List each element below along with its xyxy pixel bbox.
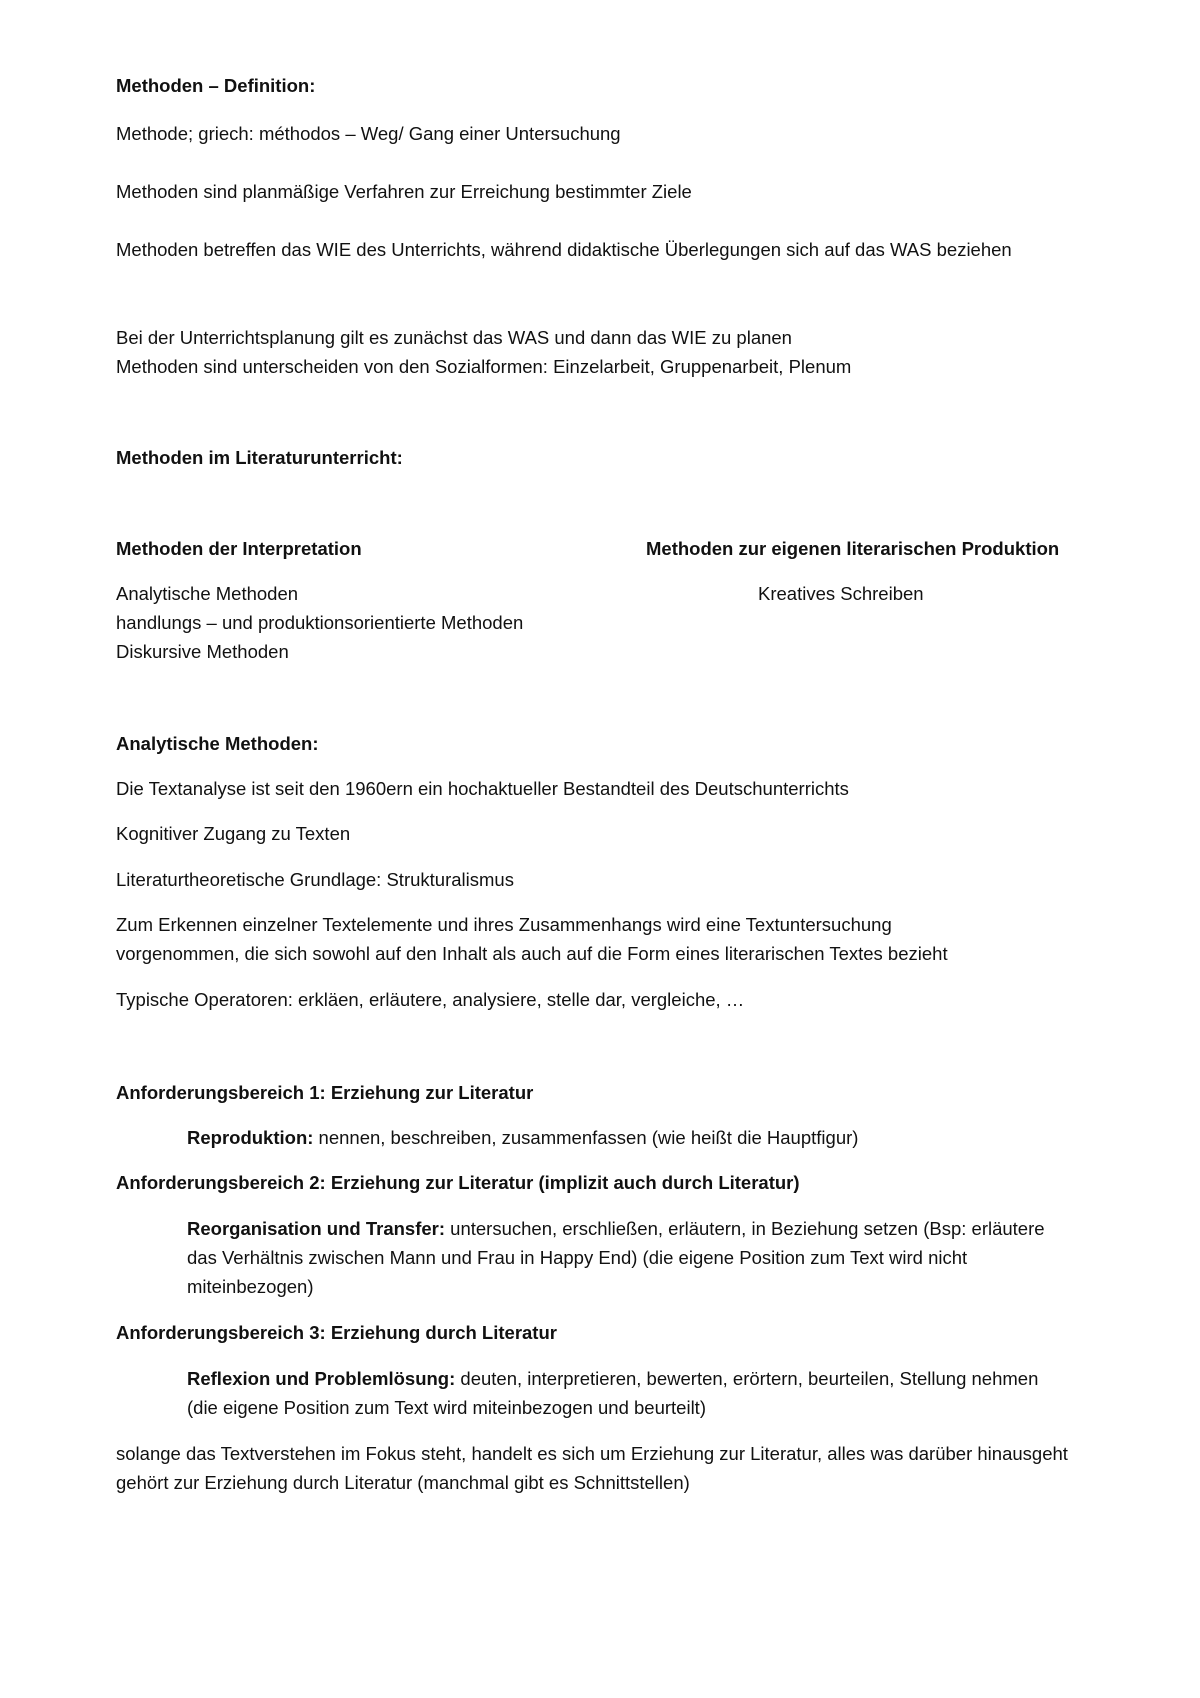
requirement-description: [187, 1364, 1067, 1422]
requirement-text: untersuchen, erschließen, erläutern, in Beziehung setzen (Bsp: erläutere das Verhältnis zwischen Mann und Frau in Happy End) (die eigene Position zum Text wird nicht miteinbezogen): [187, 1218, 1045, 1297]
requirement-heading: Anforderungsbereich 1: Erziehung zur Literatur: [116, 1082, 534, 1103]
definition-paragraph: Methoden sind planmäßige Verfahren zur Erreichung bestimmter Ziele: [116, 181, 692, 202]
analytic-heading: Analytische Methoden:: [116, 733, 319, 754]
definition-paragraph: Bei der Unterrichtsplanung gilt es zunächst das WAS und dann das WIE zu planen: [116, 327, 792, 348]
analytic-paragraph: Kognitiver Zugang zu Texten: [116, 823, 351, 844]
requirement-text: nennen, beschreiben, zusammenfassen (wie heißt die Hauptfigur): [313, 1127, 859, 1148]
production-list-item: Kreatives Schreiben: [758, 583, 924, 604]
requirement-description: [187, 1214, 1077, 1301]
closing-paragraph: solange das Textverstehen im Fokus steht, handelt es sich um Erziehung zur Literatur, alles was darüber hinausgeht gehört zur Erziehung durch Literatur (manchmal gibt es Schnittstellen): [116, 1443, 1068, 1493]
requirement-text: deuten, interpretieren, bewerten, erörtern, beurteilen, Stellung nehmen (die eigene Position zum Text wird miteinbezogen und beurteilt): [187, 1368, 1039, 1418]
requirement-heading: Anforderungsbereich 3: Erziehung durch Literatur: [116, 1322, 557, 1343]
analytic-paragraph: Die Textanalyse ist seit den 1960ern ein hochaktueller Bestandteil des Deutschunterrichts: [116, 778, 849, 799]
interpretation-list-item: Analytische Methoden: [116, 583, 299, 604]
requirement-term: Reorganisation und Transfer:: [187, 1218, 446, 1239]
requirement-term: Reflexion und Problemlösung:: [187, 1368, 456, 1389]
interpretation-list-item: Diskursive Methoden: [116, 641, 289, 662]
definition-heading: Methoden – Definition:: [116, 75, 316, 96]
analytic-paragraph: Typische Operatoren: erkläen, erläutere, analysiere, stelle dar, vergleiche, …: [116, 989, 745, 1010]
definition-paragraph: Methode; griech: méthodos – Weg/ Gang einer Untersuchung: [116, 123, 621, 144]
requirement-heading: Anforderungsbereich 2: Erziehung zur Literatur (implizit auch durch Literatur): [116, 1172, 800, 1193]
literature-heading: Methoden im Literaturunterricht:: [116, 447, 403, 468]
definition-paragraph: Methoden betreffen das WIE des Unterrichts, während didaktische Überlegungen sich auf das WAS beziehen: [116, 239, 1012, 260]
requirement-description: [187, 1123, 1087, 1152]
interpretation-list-item: handlungs – und produktionsorientierte Methoden: [116, 612, 524, 633]
analytic-paragraph: Zum Erkennen einzelner Textelemente und ihres Zusammenhangs wird eine Textuntersuchung vorgenommen, die sich sowohl auf den Inhalt als auch auf die Form eines literarischen Textes bezieht: [116, 914, 948, 964]
requirement-term: Reproduktion:: [187, 1127, 314, 1148]
analytic-paragraph: Literaturtheoretische Grundlage: Strukturalismus: [116, 869, 514, 890]
definition-paragraph: Methoden sind unterscheiden von den Sozialformen: Einzelarbeit, Gruppenarbeit, Plenum: [116, 356, 852, 377]
interpretation-column-heading: Methoden der Interpretation: [116, 538, 362, 559]
production-column-heading: Methoden zur eigenen literarischen Produktion: [646, 538, 1060, 559]
